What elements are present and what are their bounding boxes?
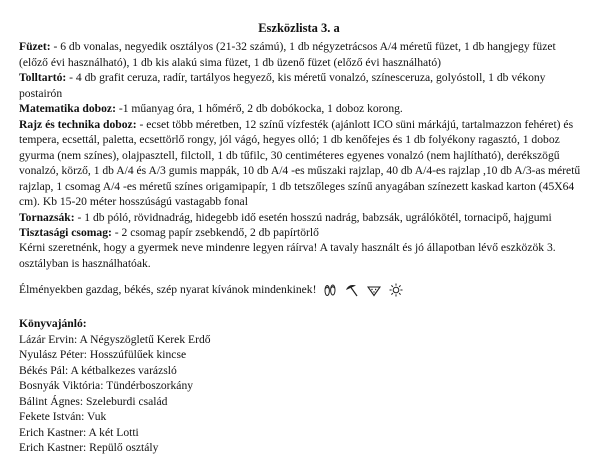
list-item: Lázár Ervin: A Négyszögletű Kerek Erdő — [19, 332, 211, 346]
wish-icons — [323, 283, 403, 297]
section-text: -1 műanyag óra, 1 hőmérő, 2 db dobókocka, 1 doboz korong. — [118, 102, 403, 115]
section-tisztasagi: Tisztasági csomag: - 2 csomag papír zsebkendő, 2 db papírtörlő — [19, 226, 319, 239]
beach-umbrella-icon — [345, 283, 359, 297]
section-text: - ecset több méretben, 12 színű vízfesték (ajánlott ICO süni márkájú, tartalmazzon fehéret) és tempera, ecsettál, paletta, ecsettörlő rongy, jól vágó, hegyes olló; 1 db kenőfejes és 1 db folyékony ragasztó, 1 doboz gyurma (nem színes), olajpasztell, filctoll, 1 db tűfilc, 30 centiméteres egyenes vonalzó (nem hajlítható), derékszögű vonalzó, körző, 1 db A/4 és A/3 gumis mappák, 10 db A/4 -es műszaki rajzlap, 40 db A/4-es rajzlap ,10 db A/3-as méretű rajzlap, 1 csomag A/4 -es méretű színes origamipapír, 1 db tetszőleges színű anyagában színezett kaskad karton (45X64 cm). Kb 15-20 méter hosszúságú vastagabb fonal — [19, 117, 581, 208]
list-item: Bosnyák Viktória: Tündérboszorkány — [19, 379, 194, 392]
list-item: Békés Pál: A kétbalkezes varázsló — [19, 363, 177, 377]
supply-list — [19, 39, 585, 241]
section-label: Matematika doboz — [19, 102, 113, 115]
section-text: - 6 db vonalas, negyedik osztályos (21-32 számú), 1 db négyzetrácsos A/4 méretű füzet, 1 db hangjegy füzet (előző évi használható), 1 db kis alakú sima füzet, 1 db üzenő füzet (előző évi használható) — [19, 40, 556, 69]
section-rajz: Rajz és technika doboz: - ecset több méretben, 12 színű vízfesték (ajánlott ICO süni márkájú, tartalmazzon fehéret) és tempera, ecsettál, paletta, ecsettörlő rongy, jól vágó, hegyes olló; 1 db kenőfejes és 1 db folyékony ragasztó, 1 doboz gyurma (nem színes), olajpasztell, filctoll, 1 db tűfilc, 30 centiméteres egyenes vonalzó (nem hajlítható), derékszögű vonalzó, körző, 1 db A/4 és A/3 gumis mappák, 10 db A/4 -es műszaki rajzlap, 40 db A/4-es rajzlap ,10 db A/3-as méretű rajzlap, 1 csomag A/4 -es méretű színes origamipapír, 1 db tetszőleges színű anyagában színezett kaskad karton (45X64 cm). Kb 15-20 méter hosszúságú vastagabb fonal — [19, 117, 581, 208]
section-fuzet: Füzet: - 6 db vonalas, negyedik osztályos (21-32 számú), 1 db négyzetrácsos A/4 méretű füzet, 1 db hangjegy füzet (előző évi használható), 1 db kis alakú sima füzet, 1 db üzenő füzet (előző évi használható) — [19, 40, 556, 69]
section-text: - 2 csomag papír zsebkendő, 2 db papírtörlő — [114, 226, 319, 239]
section-label: Tisztasági csomag — [19, 226, 108, 239]
section-text: - 4 db grafit ceruza, radír, tartályos hegyező, kis méretű vonalzó, színesceruza, golyóstoll, 1 db vékony postairón — [19, 71, 546, 100]
section-label: Füzet — [19, 40, 47, 53]
sun-icon — [389, 283, 403, 297]
section-label: Rajz és technika doboz — [19, 117, 133, 131]
book-recommendations — [19, 316, 585, 456]
list-item: Bálint Ágnes: Szeleburdi család — [19, 394, 168, 408]
books-heading: Könyvajánló: — [19, 317, 87, 330]
section-tornazsak: Tornazsák: - 1 db póló, rövidnadrág, hidegebb idő esetén hosszú nadrág, babzsák, ugrálókötél, tornacipő, hajgumi — [19, 210, 552, 224]
section-tolltarto: Tolltartó: - 4 db grafit ceruza, radír, tartályos hegyező, kis méretű vonalzó, színesceruza, golyóstoll, 1 db vékony postairón — [19, 71, 546, 100]
section-matematika: Matematika doboz: -1 műanyag óra, 1 hőmérő, 2 db dobókocka, 1 doboz korong. — [19, 102, 403, 115]
wish-paragraph — [19, 282, 585, 298]
section-label: Tornazsák — [19, 210, 71, 224]
list-item: Erich Kastner: Repülő osztály — [19, 441, 159, 454]
wish-text: Élményekben gazdag, békés, szép nyarat kívánok mindenkinek! — [19, 283, 317, 296]
watermelon-icon — [367, 283, 381, 297]
flip-flops-icon — [323, 283, 337, 297]
list-item: Erich Kastner: A két Lotti — [19, 425, 139, 439]
section-label: Tolltartó — [19, 71, 63, 84]
section-text: - 1 db póló, rövidnadrág, hidegebb idő esetén hosszú nadrág, babzsák, ugrálókötél, tornacipő, hajgumi — [77, 210, 552, 224]
list-item: Nyulász Péter: Hosszúfülűek kincse — [19, 348, 187, 361]
list-item: Fekete István: Vuk — [19, 410, 107, 423]
page-title: Eszközlista 3. a — [258, 21, 340, 35]
request-paragraph: Kérni szeretnénk, hogy a gyermek neve mindenre legyen ráírva! A tavaly használt és jó állapotban lévő eszközök 3. osztályban is használhatóak. — [19, 241, 556, 270]
